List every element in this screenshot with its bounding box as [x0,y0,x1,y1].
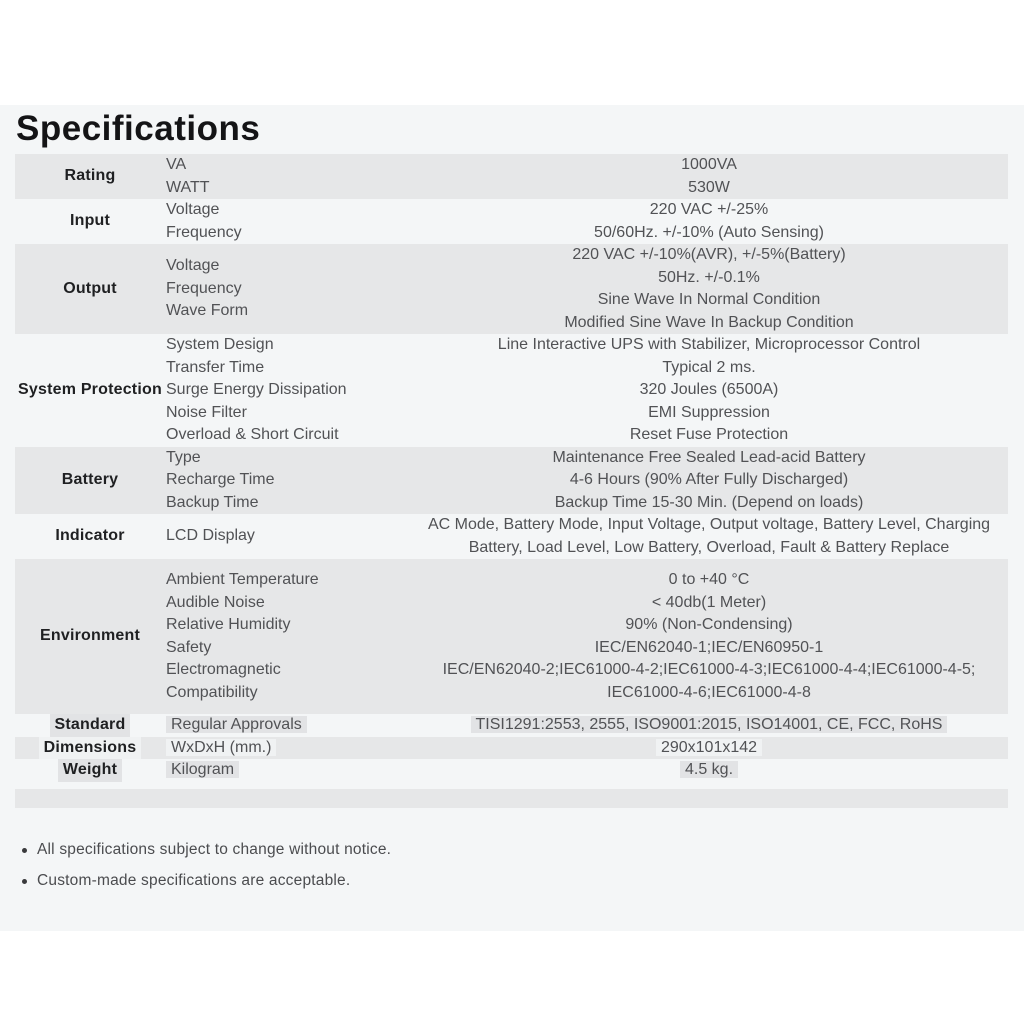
spec-row-system-protection [15,334,1008,447]
spec-values [410,714,1008,737]
spec-label [166,759,410,782]
spec-label: Compatibility [166,683,258,701]
spec-value: EMI Suppression [648,403,770,421]
spec-values [410,514,1008,559]
spec-row-standard [15,714,1008,737]
spec-label: Transfer Time [166,358,265,376]
spec-row-dimensions [15,737,1008,760]
content-band [0,105,1024,931]
spec-labels [165,737,410,760]
spec-label: Frequency [166,223,242,241]
spec-label-text: Kilogram [166,761,239,778]
spec-value: AC Mode, Battery Mode, Input Voltage, Output voltage, Battery Level, Charging Battery, Load Level, Low Battery, Overload, Fault & Battery Replace [427,516,991,556]
spec-value: Typical 2 ms. [662,358,756,376]
spec-value [471,714,948,737]
spec-value: IEC/EN62040-2;IEC61000-4-2;IEC61000-4-3;IEC61000-4-4;IEC61000-4-5; [442,661,976,678]
note-item: Custom-made specifications are acceptable. [20,870,1024,892]
spec-values [410,737,1008,760]
spec-label: Recharge Time [166,471,275,488]
spec-value: Reset Fuse Protection [629,426,789,443]
spec-labels [165,154,410,199]
spec-value: 320 Joules (6500A) [639,381,779,398]
top-margin [0,0,1024,105]
spec-value: Modified Sine Wave In Backup Condition [564,313,854,331]
spec-value: Sine Wave In Normal Condition [597,291,821,308]
spec-label: Ambient Temperature [166,571,319,588]
spec-values [410,244,1008,334]
spec-label: Overload & Short Circuit [166,426,339,443]
spec-value: 50Hz. +/-0.1% [658,268,760,286]
spec-label: Type [166,448,201,466]
spec-label: Noise Filter [166,403,247,421]
spec-value: < 40db(1 Meter) [651,593,767,611]
spec-value: 530W [688,178,730,196]
spec-label: LCD Display [166,527,255,545]
spec-label: WATT [166,178,210,196]
spec-value-text: 4.5 kg. [680,761,738,778]
spec-label [166,737,410,760]
spec-labels [165,334,410,447]
spec-values [410,199,1008,244]
spec-category [15,737,165,760]
spec-category [15,759,165,782]
spec-label [166,714,410,737]
spec-label: Frequency [166,279,242,297]
spec-value: Backup Time 15-30 Min. (Depend on loads) [554,493,864,511]
spec-values [410,569,1008,704]
spec-label: Wave Form [166,302,249,320]
spec-row-rating [15,154,1008,199]
spec-label: Electromagnetic [166,661,281,678]
spec-label-text: WxDxH (mm.) [166,739,276,756]
spec-labels [165,514,410,559]
spec-label: Safety [166,638,212,656]
spec-labels [165,447,410,515]
spec-label: Voltage [166,257,220,275]
spec-value: 90% (Non-Condensing) [625,616,793,633]
spec-row-environment [15,559,1008,714]
spec-category: Indicator [55,527,125,545]
spec-labels [165,199,410,244]
spec-category: Output [63,279,117,297]
spec-category [15,714,165,737]
spec-value: 50/60Hz. +/-10% (Auto Sensing) [594,223,824,241]
spec-category: System Protection [18,381,162,398]
spec-values [410,759,1008,782]
spec-values [410,154,1008,199]
spec-category-text: Weight [58,759,122,782]
spec-table [15,154,1008,782]
spec-labels [165,244,410,334]
spec-value-text: TISI1291:2553, 2555, ISO9001:2015, ISO14001, CE, FCC, RoHS [471,716,948,733]
spec-label-text: Regular Approvals [166,716,307,733]
spec-labels [165,714,410,737]
spec-value: 220 VAC +/-25% [649,201,769,218]
spec-value [656,737,762,760]
spec-value: Line Interactive UPS with Stabilizer, Microprocessor Control [497,336,921,353]
spec-category: Rating [64,167,116,185]
spec-value: 1000VA [681,156,737,173]
spec-row-output [15,244,1008,334]
notes-list [20,839,1024,892]
spec-label: VA [166,156,187,173]
spec-row-input [15,199,1008,244]
spec-labels [165,569,410,704]
spec-value: 0 to +40 °C [668,571,750,588]
spec-value [680,759,738,782]
spec-row-weight [15,759,1008,782]
spec-value-text: 290x101x142 [656,739,762,756]
spec-label: System Design [166,336,274,353]
spec-values [410,447,1008,515]
spec-category: Environment [40,627,140,645]
spec-label: Voltage [166,201,220,218]
spec-category: Battery [61,471,119,488]
spec-category-text: Standard [50,714,131,737]
spec-label: Backup Time [166,493,259,511]
spec-row-indicator [15,514,1008,559]
spec-value: IEC61000-4-6;IEC61000-4-8 [607,683,811,701]
spec-label: Audible Noise [166,593,265,611]
spec-label: Relative Humidity [166,616,291,633]
page-title: Specifications [16,109,261,148]
spec-labels [165,759,410,782]
spec-row-battery [15,447,1008,515]
spec-value: Maintenance Free Sealed Lead-acid Battery [552,448,866,466]
table-end-bar [15,789,1008,808]
spec-value: 4-6 Hours (90% After Fully Discharged) [569,471,849,488]
note-item: All specifications subject to change without notice. [20,839,1024,861]
spec-value: IEC/EN62040-1;IEC/EN60950-1 [594,638,824,656]
spec-values [410,334,1008,447]
spec-label: Surge Energy Dissipation [166,381,347,398]
spec-category-text: Dimensions [39,737,142,760]
spec-value: 220 VAC +/-10%(AVR), +/-5%(Battery) [572,246,846,263]
spec-category: Input [69,212,111,230]
